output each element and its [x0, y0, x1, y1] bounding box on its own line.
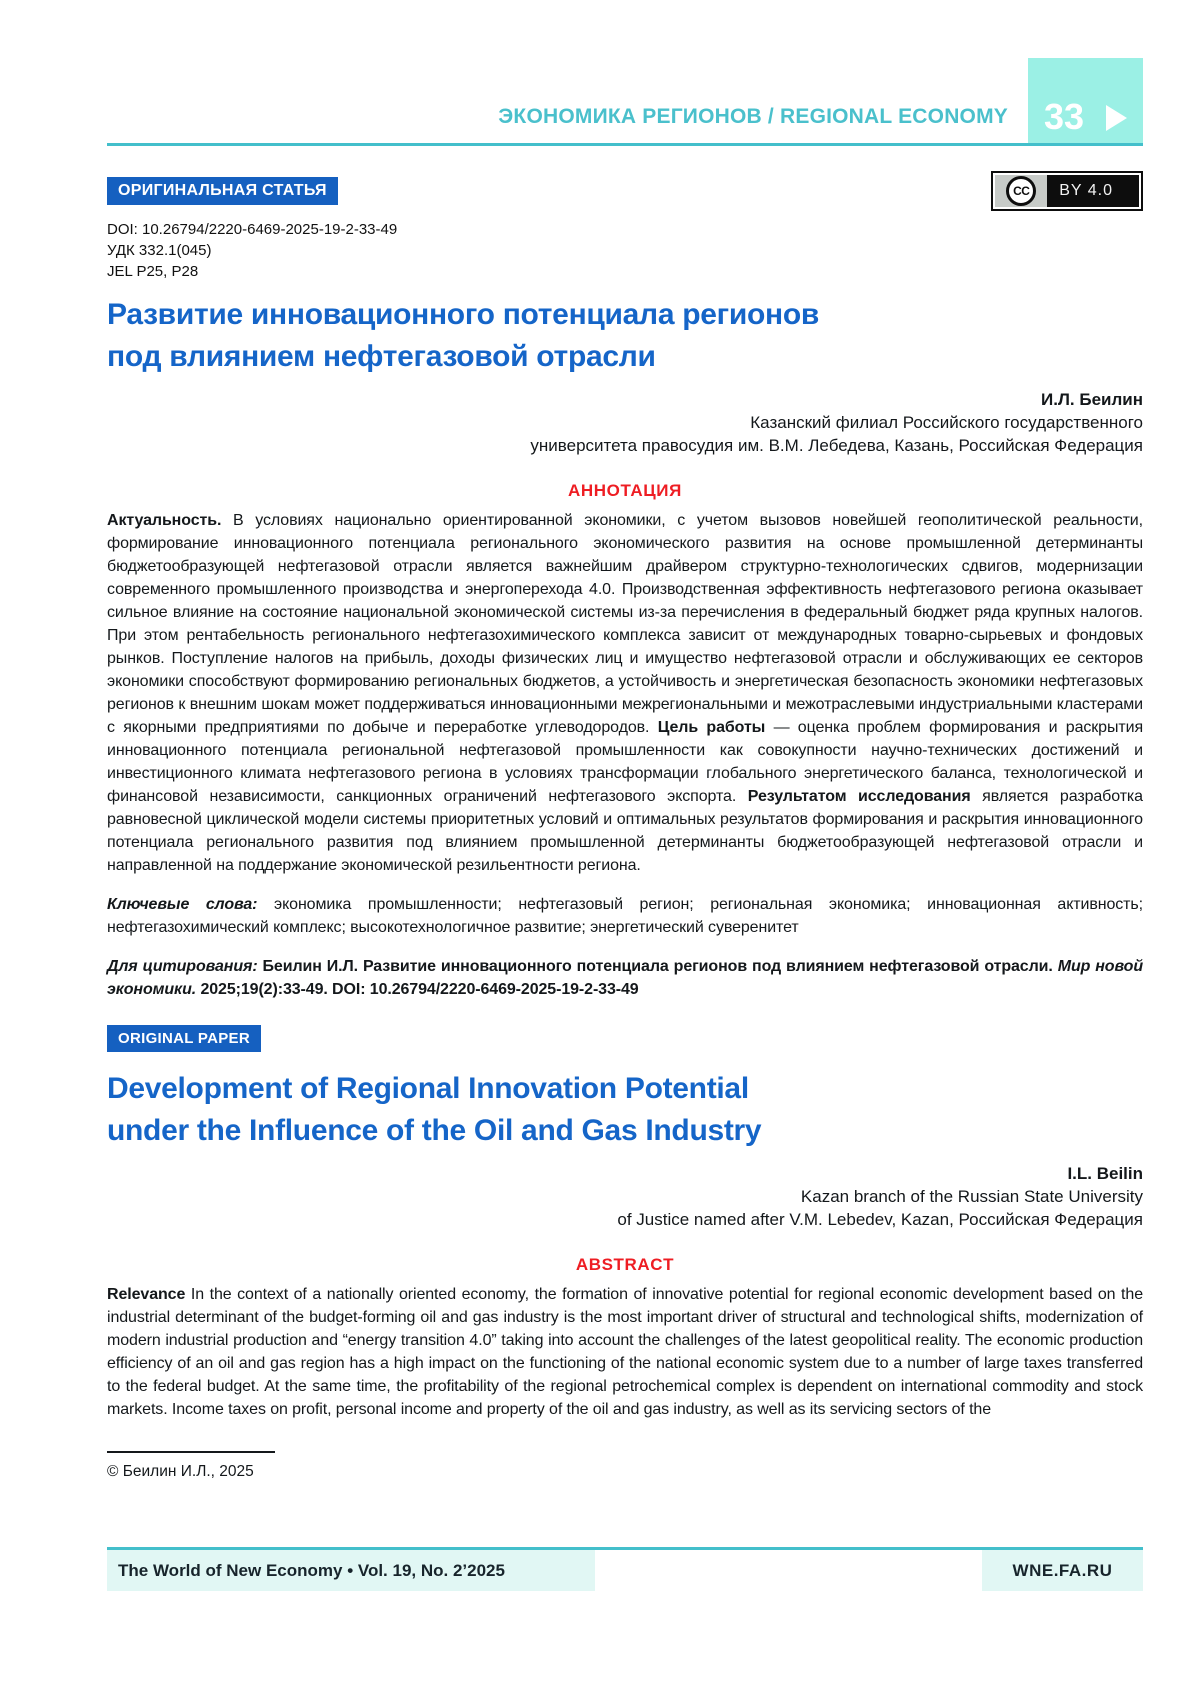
page-number-box — [1028, 58, 1143, 143]
triangle-right-icon — [1106, 105, 1127, 131]
abstract-ru: Актуальность. В условиях национально ориентированной экономики, с учетом вызовов новейшей геополитической реальности, формирование инновационного потенциала регионального экономического развития на основе промышленной детерминанты бюджетообразующей нефтегазовой отрасли является важнейшим драйвером структурно-технологических сдвигов, модернизации современного промышленного производства и энергоперехода 4.0. Производственная эффективность нефтегазового региона оказывает сильное влияние на состояние национальной экономической системы из-за перечисления в федеральный бюджет ряда крупных налогов. При этом рентабельность регионального нефтегазохимического комплекса зависит от международных товарно-сырьевых и фондовых рынков. Поступление налогов на прибыль, доходы физических лиц и имущество нефтегазовой отрасли и обслуживающих ее секторов экономики способствуют формированию региональных бюджетов, а устойчивость и энергетическая безопасность экономики нефтегазовых регионов к внешним шокам может поддерживаться инновационными межрегиональными и межотраслевыми индустриальными кластерами с якорными предприятиями по добыче и переработке углеводородов. Цель работы — оценка проблем формирования и раскрытия инновационного потенциала региональной нефтегазовой промышленности как совокупности научно-технических достижений и инвестиционного климата нефтегазового региона в условиях трансформации глобального энергетического баланса, технологической и финансовой независимости, санкционных ограничений нефтегазового экспорта. Результатом исследования является разработка равновесной циклической модели системы приоритетных условий и оптимальных результатов формирования и раскрытия инновационного потенциала регионального развития под влиянием промышленной детерминанты бюджетообразующей нефтегазовой отрасли и направленной на поддержание экономической резильентности региона. — [107, 512, 1144, 874]
footnote-rule — [107, 1451, 275, 1453]
page-number: 33 — [1044, 96, 1085, 137]
header-rule — [107, 143, 1143, 146]
article-type-badge-en: ORIGINAL PAPER — [107, 1025, 261, 1052]
article-type-badge-ru: ОРИГИНАЛЬНАЯ СТАТЬЯ — [107, 177, 338, 205]
cc-icon: CC — [1006, 176, 1036, 206]
article-title-en-line2: under the Influence of the Oil and Gas Industry — [107, 1114, 762, 1147]
affiliation-ru-line2: университета правосудия им. В.М. Лебедева, Казань, Российская Федерация — [530, 436, 1143, 455]
cc-license-label: BY 4.0 — [1047, 175, 1139, 207]
abstract-heading-ru: АННОТАЦИЯ — [568, 481, 682, 500]
copyright-text: © Беилин И.Л., 2025 — [107, 1463, 254, 1480]
abstract-heading-en: ABSTRACT — [575, 1255, 675, 1274]
cc-logo-holder — [995, 175, 1047, 207]
affiliation-ru-line1: Казанский филиал Российского государственного — [750, 413, 1143, 432]
doi-line: DOI: 10.26794/2220-6469-2025-19-2-33-49 — [107, 221, 398, 238]
copyright-footnote — [107, 1451, 1143, 1481]
abstract-en: Relevance In the context of a nationally oriented economy, the formation of innovative potential for regional economic development based on the industrial determinant of the budget-forming oil and gas industry is the most important driver of structural and technological shifts, modernization of modern industrial production and “energy transition 4.0” taking into account the challenges of the latest geopolitical reality. The economic production efficiency of an oil and gas region has a high impact on the functioning of the national economic system due to a number of large taxes transferred to the federal budget. At the same time, the profitability of the regional petrochemical complex is dependent on international commodity and stock markets. Income taxes on profit, personal income and property of the oil and gas industry, as well as its servicing sectors of the — [107, 1286, 1143, 1418]
article-title-en-line1: Development of Regional Innovation Potential — [107, 1072, 749, 1105]
running-section-title: ЭКОНОМИКА РЕГИОНОВ / REGIONAL ECONOMY — [498, 105, 1008, 128]
badge-row-en — [107, 1025, 1143, 1052]
article-title-ru-line2: под влиянием нефтегазовой отрасли — [107, 340, 656, 373]
footer-journal-info: The World of New Economy • Vol. 19, No. 2’2025 — [107, 1550, 595, 1591]
author-name-ru: И.Л. Беилин — [1041, 390, 1143, 409]
keywords-ru: Ключевые слова: экономика промышленности; нефтегазовый регион; региональная экономика; инновационная активность; нефтегазохимический комплекс; высокотехнологичное развитие; энергетический суверенитет — [107, 896, 1143, 936]
article-title-ru — [107, 294, 1143, 378]
citation-ru: Для цитирования: Беилин И.Л. Развитие инновационного потенциала регионов под влиянием нефтегазовой отрасли. Мир новой экономики. 2025;19(2):33-49. DOI: 10.26794/2220-6469-2025-19-2-33-49 — [107, 958, 1143, 998]
byline-ru — [107, 388, 1143, 457]
footer-site-url: WNE.FA.RU — [982, 1550, 1143, 1591]
affiliation-en-line2: of Justice named after V.M. Lebedev, Kazan, Российская Федерация — [617, 1210, 1143, 1229]
cc-license-badge[interactable] — [991, 171, 1143, 211]
article-title-ru-line1: Развитие инновационного потенциала регионов — [107, 298, 819, 331]
jel-line: JEL P25, P28 — [107, 263, 199, 280]
article-title-en — [107, 1068, 1143, 1152]
article-meta — [107, 219, 1143, 282]
page-header — [0, 0, 1200, 146]
udk-line: УДК 332.1(045) — [107, 242, 212, 259]
badge-row — [107, 171, 1143, 211]
byline-en — [107, 1162, 1143, 1231]
author-name-en: I.L. Beilin — [1067, 1164, 1143, 1183]
affiliation-en-line1: Kazan branch of the Russian State University — [800, 1187, 1143, 1206]
